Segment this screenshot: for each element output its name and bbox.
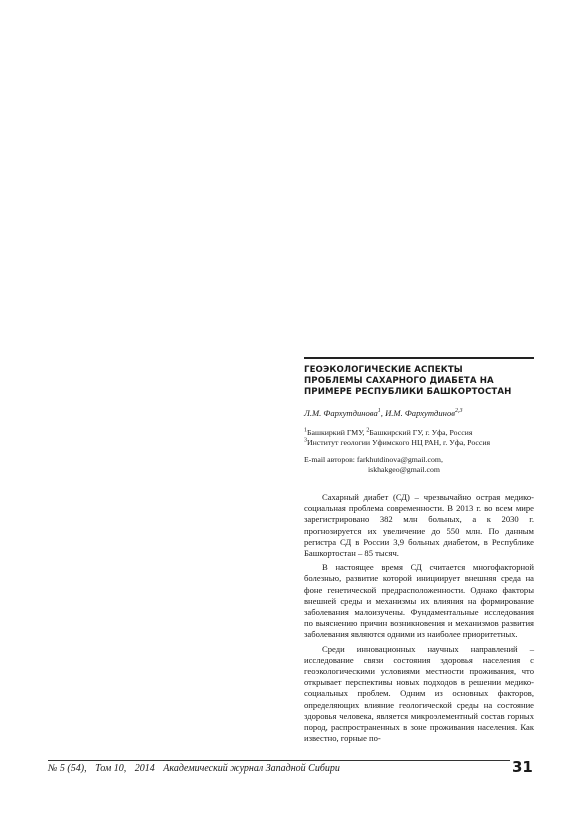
title-top-rule [304,357,534,359]
email-link[interactable]: farkhutdinova@gmail.com, [356,455,443,464]
affiliation-text: Институт геологии Уфимского НЦ РАН, г. Уфа, Россия [307,438,491,447]
authors: Л.М. Фархутдинова$^1$, И.М. Фархутдинов$^{2,3}$ [304,408,463,418]
affiliation-text: Башкирский ГУ, г. Уфа, Россия [369,428,473,437]
body-paragraph: В настоящее время СД считается многофакторной болезнью, развитие которой инициирует внешняя среда на фоне генетической предрасположенности. Однако факторы внешней среды и механизмы их влияния на формирование заболевания малоизучены. Фундаментальные исследования по выяснению причин возникновения и механизмов развития заболевания являются одними из наиболее приоритетных. [304,562,534,640]
affiliation-mark: 2 [366,427,370,434]
title-line: ПРИМЕРЕ РЕСПУБЛИКИ БАШКОРТОСТАН [304,387,512,397]
affiliations [304,428,536,448]
year: 2014 [134,763,155,774]
author-name: Л.М. Фархутдинова [304,408,378,418]
affiliation-mark: 1 [304,427,307,434]
author-affiliation-mark: 1 [377,408,381,415]
page-number: 31 [512,758,533,776]
article-title [304,365,536,398]
email-label: E-mail авторов: [304,455,357,464]
email-link[interactable]: iskhakgeo@gmail.com [368,465,440,474]
title-line: ГЕОЭКОЛОГИЧЕСКИЕ АСПЕКТЫ [304,365,463,375]
article-body [304,492,534,747]
title-line: ПРОБЛЕМЫ САХАРНОГО ДИАБЕТА НА [304,376,494,386]
author-affiliation-mark: 2,3 [454,408,463,415]
footer-rule [48,760,510,761]
author-emails [304,455,536,475]
author-name: И.М. Фархутдинов [385,408,455,418]
affiliation-mark: 3 [304,437,307,444]
issue-number: № 5 (54), [48,763,87,774]
affiliation-line [304,428,536,438]
affiliation-text: Башкиркий ГМУ, [307,428,367,437]
footer-citation [48,762,346,776]
volume-number: Том 10, [95,763,127,774]
affiliation-line [304,438,536,448]
body-paragraph: Сахарный диабет (СД) – чрезвычайно острая медико-социальная проблема современности. В 2013 г. во всем мире зарегистрировано 382 млн больных, а к 2030 г. прогнозируется их увеличение до 550 млн. По данным регистра СД в России 3,9 больных диабетом, в Республике Башкортостан – 85 тысяч. [304,492,534,559]
body-paragraph: Среди инновационных научных направлений – исследование связи состояния здоровья населения с геоэкологическими условиями местности проживания, что открывает перспективы новых подходов в решении медико-социальных проблем. Одним из основных факторов, определяющих влияние геологической среды на состояние здоровья человека, является микроэлементный состав горных пород, распространенных в зоне проживания населения. Как известно, горные по- [304,643,534,744]
journal-name: Академический журнал Западной Сибири [163,763,340,774]
